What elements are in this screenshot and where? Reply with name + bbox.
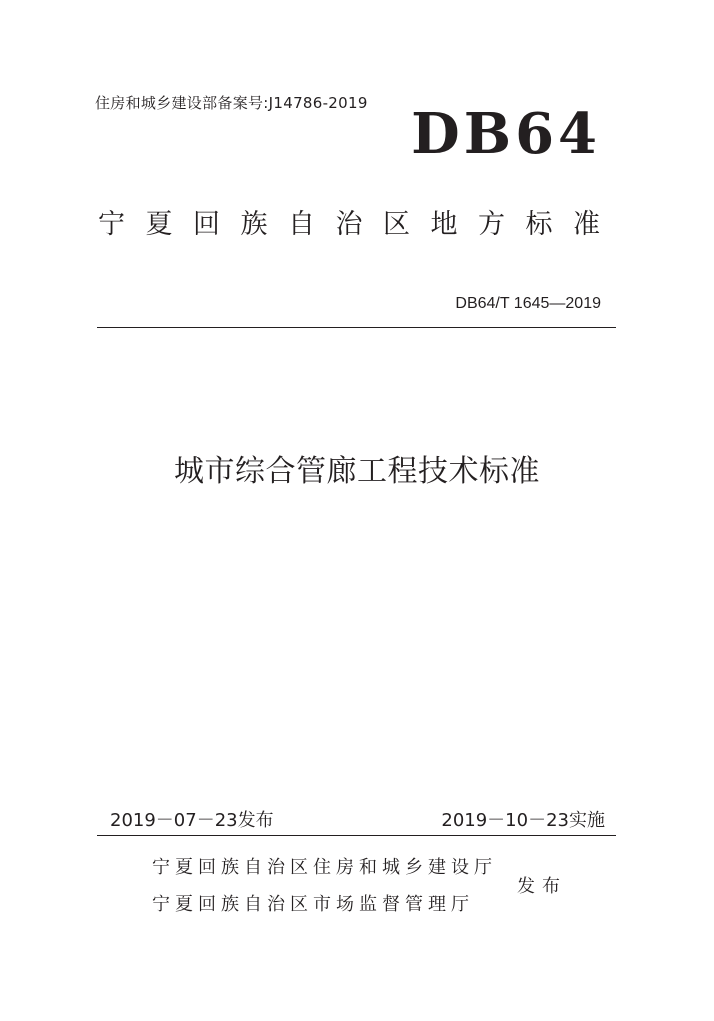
publisher-market-regulation: 宁夏回族自治区市场监督管理厅 (152, 894, 474, 915)
standard-number: DB64/T 1645—2019 (455, 295, 601, 312)
standard-category: 宁夏回族自治区地方标准 (98, 209, 621, 240)
top-divider (97, 327, 616, 328)
implementation-date: 2019－10－23实施 (441, 810, 605, 831)
issue-date: 2019－07－23发布 (110, 810, 274, 831)
document-title: 城市综合管廊工程技术标准 (174, 454, 540, 489)
standard-code: DB64 (411, 101, 601, 167)
bottom-divider (97, 835, 616, 836)
publish-label: 发布 (517, 876, 567, 897)
record-number: 住房和城乡建设部备案号:J14786-2019 (95, 94, 368, 112)
publisher-housing-department: 宁夏回族自治区住房和城乡建设厅 (152, 857, 497, 878)
